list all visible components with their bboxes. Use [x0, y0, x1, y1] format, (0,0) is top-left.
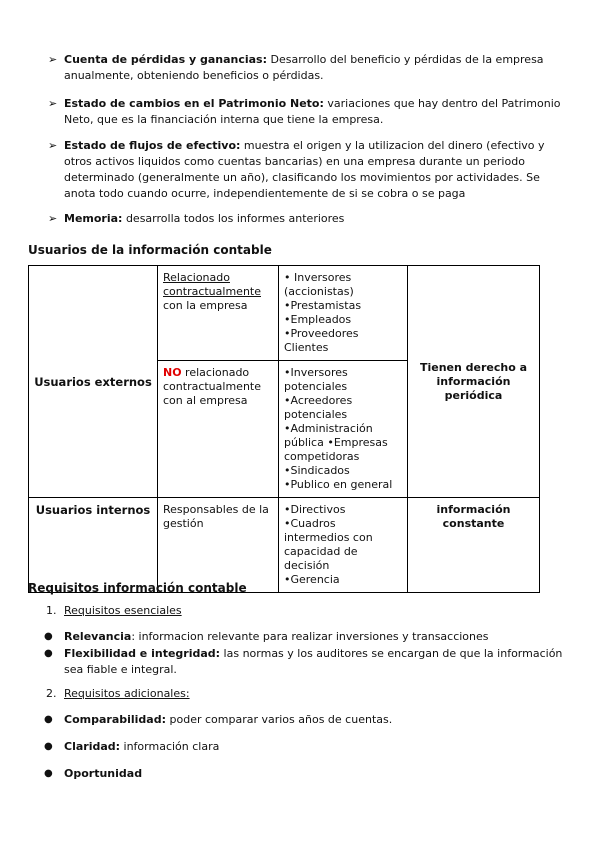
table-row [29, 498, 540, 593]
list-item: •Gerencia [284, 573, 340, 586]
additional-requirements-heading [46, 687, 190, 700]
term: Memoria: [64, 212, 123, 225]
not-contract-cell [158, 361, 279, 498]
arrow-item-memoria [48, 211, 568, 227]
internal-right-cell: información constante [408, 498, 540, 593]
bullet-dot-icon: ● [44, 648, 53, 659]
item-number: 1. [46, 604, 57, 617]
list-item: •Publico en general [284, 478, 393, 491]
not-contract-rest: relacionado contractualmente con al empresa [163, 366, 261, 407]
contract-related-rest: con la empresa [163, 299, 248, 312]
additional-item-comparabilidad [44, 712, 564, 728]
external-right-cell: Tienen derecho a información periódica [408, 266, 540, 498]
additional-item-oportunidad [44, 766, 564, 782]
external-users-label: Usuarios externos [29, 266, 158, 498]
definition: : informacion relevante para realizar inversiones y transacciones [131, 630, 489, 643]
list-item: •Inversores potenciales [284, 366, 348, 393]
arrow-item-cuenta-perdidas [48, 52, 568, 84]
essential-item-relevancia [44, 629, 564, 645]
contract-related-cell [158, 266, 279, 361]
users-table [28, 265, 540, 593]
list-item: •Acreedores potenciales [284, 394, 353, 421]
term: Relevancia [64, 630, 132, 643]
internal-users-label: Usuarios internos [29, 498, 158, 593]
list-item: • Inversores (accionistas) [284, 271, 354, 298]
list-item: •Proveedores Clientes [284, 327, 359, 354]
term: Flexibilidad e integridad: [64, 647, 221, 660]
term: Estado de flujos de efectivo: [64, 139, 241, 152]
list-item: •Directivos [284, 503, 346, 516]
users-section-title: Usuarios de la información contable [28, 243, 272, 257]
list-item: •Sindicados [284, 464, 350, 477]
essential-item-flexibilidad [44, 646, 564, 678]
arrow-item-patrimonio-neto [48, 96, 568, 128]
requirements-section-title: Requisitos información contable [28, 581, 247, 595]
term: Cuenta de pérdidas y ganancias: [64, 53, 267, 66]
bullet-dot-icon: ● [44, 631, 53, 642]
definition: información clara [120, 740, 220, 753]
arrow-bullet-icon: ➢ [48, 212, 58, 225]
term: Claridad: [64, 740, 121, 753]
internal-list [279, 498, 408, 593]
bullet-dot-icon: ● [44, 741, 53, 752]
definition: Desarrollo del beneficio y pérdidas de la empresa anualmente, obteniendo beneficios o pérdidas. [64, 53, 544, 82]
not-contract-list [279, 361, 408, 498]
contract-related-list [279, 266, 408, 361]
arrow-bullet-icon: ➢ [48, 53, 58, 66]
list-item: •Cuadros intermedios con capacidad de decisión [284, 517, 373, 572]
arrow-bullet-icon: ➢ [48, 139, 58, 152]
definition: poder comparar varios años de cuentas. [166, 713, 393, 726]
item-label: Requisitos adicionales: [64, 687, 190, 700]
item-number: 2. [46, 687, 57, 700]
definition: las normas y los auditores se encargan de que la información sea fiable e integral. [64, 647, 563, 676]
term: Oportunidad [64, 767, 143, 780]
list-item: •Administración pública •Empresas competidoras [284, 422, 388, 463]
item-label: Requisitos esenciales [64, 604, 182, 617]
list-item: •Prestamistas [284, 299, 362, 312]
bullet-dot-icon: ● [44, 768, 53, 779]
bullet-dot-icon: ● [44, 714, 53, 725]
term: Estado de cambios en el Patrimonio Neto: [64, 97, 324, 110]
definition: muestra el origen y la utilizacion del dinero (efectivo y otros activos liquidos como cuentas bancarias) en una empresa durante un periodo determinado (generalmente un año), clasificando los movimientos por actividades. Se anota todo cuando ocurre, independientemente de si se cobra o se paga [64, 139, 545, 200]
contract-related-underlined: Relacionado contractualmente [163, 271, 261, 298]
essential-requirements-heading [46, 604, 182, 617]
term: Comparabilidad: [64, 713, 166, 726]
no-emphasis: NO [163, 366, 182, 379]
internal-desc-cell: Responsables de la gestión [158, 498, 279, 593]
definition: variaciones que hay dentro del Patrimonio Neto, que es la financiación interna que tiene la empresa. [64, 97, 561, 126]
table-row [29, 266, 540, 361]
arrow-bullet-icon: ➢ [48, 97, 58, 110]
list-item: •Empleados [284, 313, 352, 326]
arrow-item-flujos-efectivo [48, 138, 568, 202]
additional-item-claridad [44, 739, 564, 755]
definition: desarrolla todos los informes anteriores [122, 212, 345, 225]
